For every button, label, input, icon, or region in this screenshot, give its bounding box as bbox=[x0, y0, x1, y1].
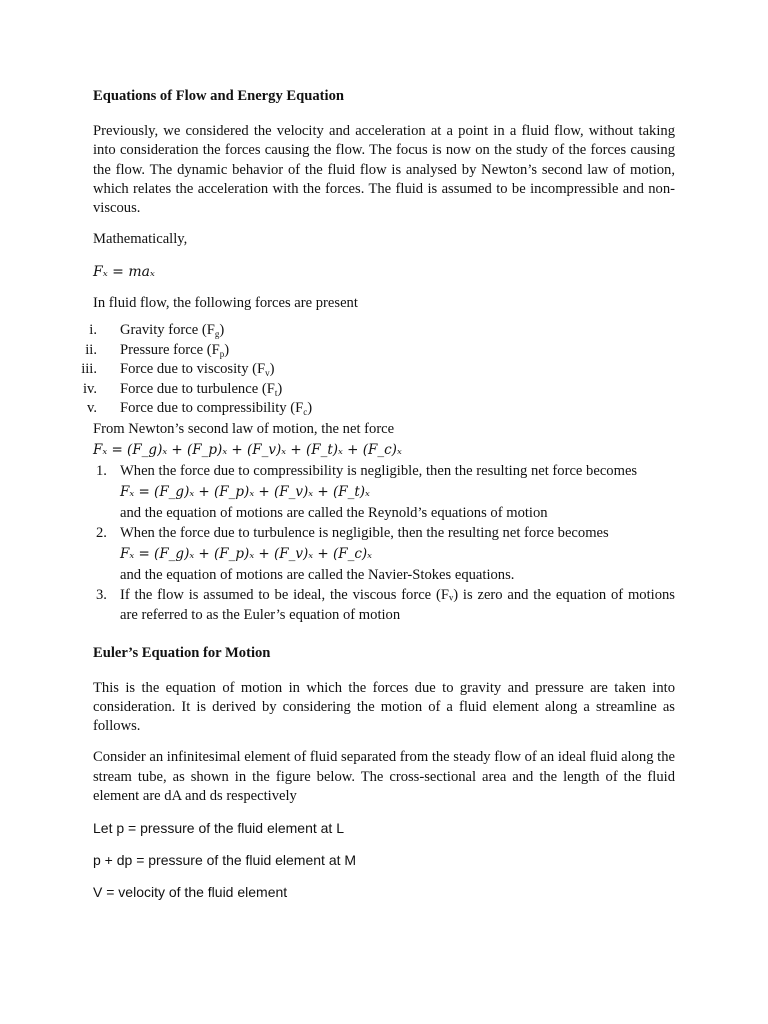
case-after: and the equation of motions are called the Navier-Stokes equations. bbox=[120, 566, 515, 583]
force-label: Force due to viscosity (F bbox=[120, 361, 266, 378]
list-item bbox=[82, 380, 675, 400]
list-item bbox=[93, 461, 675, 523]
list-number: v. bbox=[87, 400, 97, 417]
list-number: iv. bbox=[82, 380, 97, 397]
force-close: ) bbox=[224, 341, 230, 358]
definition-pressure-l: Let p = pressure of the fluid element at L bbox=[93, 820, 344, 837]
list-item bbox=[89, 321, 675, 341]
net-force-equation: Fₓ = (F_g)ₓ + (F_p)ₓ + (F_v)ₓ + (F_t)ₓ + (F_c)ₓ bbox=[93, 441, 402, 458]
definition-velocity: V = velocity of the fluid element bbox=[93, 884, 288, 901]
element-paragraph: Consider an infinitesimal element of fluid separated from the steady flow of an ideal fluid along the stream tube, as shown in the figure below. The cross-sectional area and the length of the fluid element are dA and ds respectively bbox=[93, 749, 675, 805]
force-close: ) bbox=[269, 361, 275, 378]
net-force-intro: From Newton’s second law of motion, the net force bbox=[93, 420, 395, 437]
force-close: ) bbox=[219, 322, 225, 339]
newton-equation: Fₓ = maₓ bbox=[93, 263, 155, 280]
list-number: i. bbox=[89, 322, 97, 339]
case-text: When the force due to compressibility is negligible, then the resulting net force becomes bbox=[120, 462, 638, 479]
force-subscript: c bbox=[303, 407, 308, 418]
force-label: Gravity force (F bbox=[120, 322, 215, 339]
force-close: ) bbox=[277, 380, 283, 397]
case-equation: Fₓ = (F_g)ₓ + (F_p)ₓ + (F_v)ₓ + (F_t)ₓ bbox=[120, 483, 370, 500]
force-subscript: v bbox=[265, 368, 270, 379]
list-number: 3. bbox=[96, 586, 107, 603]
case-text: If the flow is assumed to be ideal, the viscous force (Fᵥ) is zero and the equation of motions are referred to as the Euler’s equation of motion bbox=[120, 586, 675, 623]
list-number: ii. bbox=[85, 341, 97, 358]
list-number: 2. bbox=[96, 524, 107, 541]
list-item bbox=[87, 399, 675, 419]
section-heading: Euler’s Equation for Motion bbox=[93, 644, 271, 661]
case-text: When the force due to turbulence is negligible, then the resulting net force becomes bbox=[120, 524, 609, 541]
list-item bbox=[93, 585, 675, 625]
force-label: Pressure force (F bbox=[120, 341, 220, 358]
cases-list bbox=[93, 461, 675, 625]
euler-paragraph: This is the equation of motion in which the forces due to gravity and pressure are taken into consideration. It is derived by considering the motion of a fluid element along a streamline as follows. bbox=[93, 679, 675, 735]
force-subscript: t bbox=[274, 387, 278, 398]
force-close: ) bbox=[307, 400, 313, 417]
case-after: and the equation of motions are called the Reynold’s equations of motion bbox=[120, 504, 548, 521]
definition-pressure-m: p + dp = pressure of the fluid element at M bbox=[93, 852, 357, 869]
force-label: Force due to compressibility (F bbox=[120, 400, 304, 417]
force-subscript: g bbox=[214, 329, 220, 340]
intro-paragraph: Previously, we considered the velocity and acceleration at a point in a fluid flow, without taking into consideration the forces causing the flow. The focus is now on the study of the forces causing the flow. The dynamic behavior of the fluid flow is analysed by Newton’s second law of motion, which relates the acceleration with the forces. The fluid is assumed to be incompressible and non-viscous. bbox=[93, 123, 675, 217]
document-page bbox=[81, 86, 675, 914]
force-subscript: p bbox=[219, 348, 225, 359]
list-item bbox=[93, 523, 675, 585]
list-number: iii. bbox=[81, 361, 97, 378]
force-label: Force due to turbulence (F bbox=[120, 380, 275, 397]
forces-intro: In fluid flow, the following forces are present bbox=[93, 294, 358, 311]
section-heading: Equations of Flow and Energy Equation bbox=[93, 88, 344, 104]
case-equation: Fₓ = (F_g)ₓ + (F_p)ₓ + (F_v)ₓ + (F_c)ₓ bbox=[120, 545, 372, 562]
mathematically-label: Mathematically, bbox=[93, 231, 188, 248]
list-number: 1. bbox=[96, 462, 107, 479]
forces-list bbox=[81, 321, 675, 419]
list-item bbox=[85, 341, 675, 361]
list-item bbox=[81, 360, 675, 380]
